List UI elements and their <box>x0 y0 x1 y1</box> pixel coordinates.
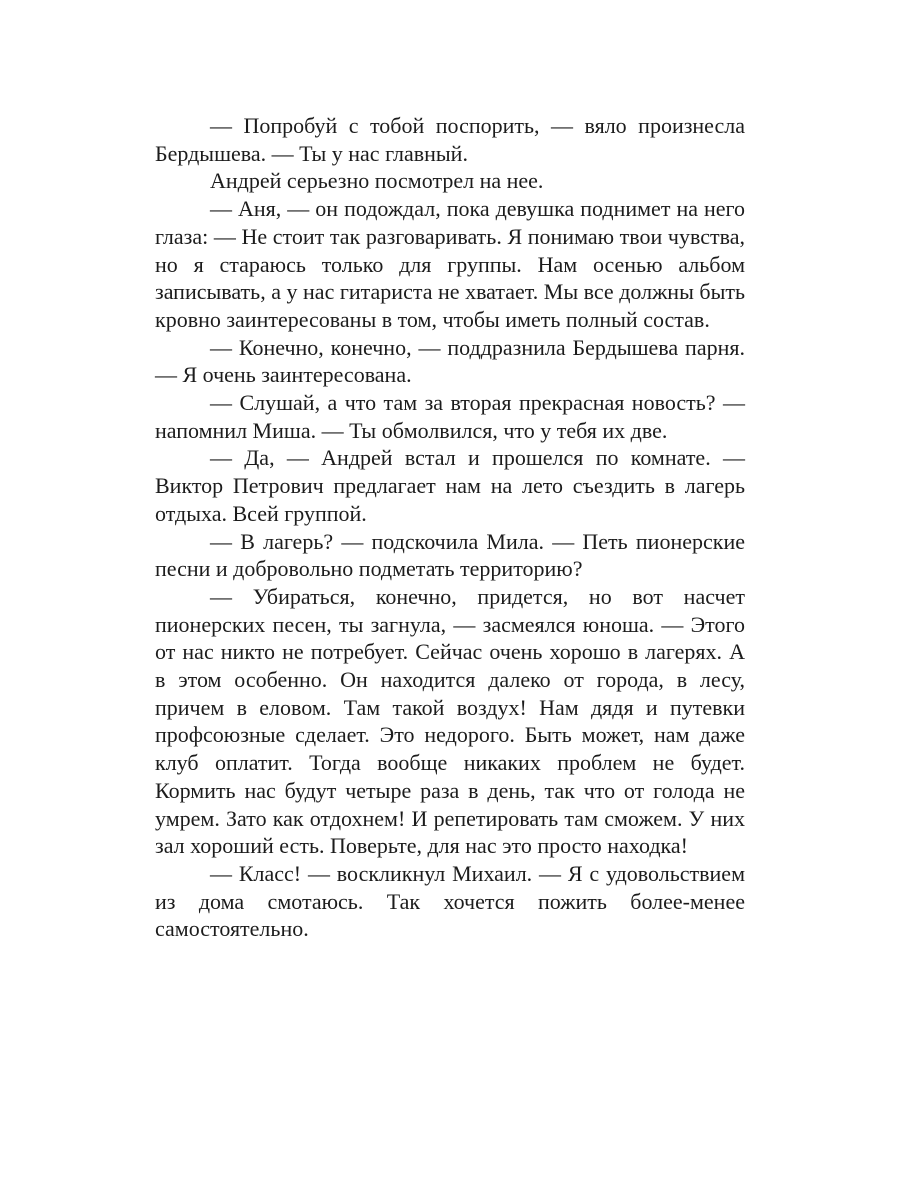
paragraph: — В лагерь? — подскочила Мила. — Петь пионерские песни и добровольно подметать территорию? <box>155 528 745 582</box>
paragraph: — Убираться, конечно, придется, но вот насчет пионерских песен, ты загнула, — засмеялся юноша. — Этого от нас никто не потребует. Сейчас очень хорошо в лагерях. А в этом особенно. Он находится далеко от города, в лесу, причем в еловом. Там такой воздух! Нам дядя и путевки профсоюзные сделает. Это недорого. Быть может, нам даже клуб оплатит. Тогда вообще никаких проблем не будет. Кормить нас будут четыре раза в день, так что от голода не умрем. Зато как отдохнем! И репетировать там сможем. У них зал хороший есть. Поверьте, для нас это просто находка! <box>155 583 745 859</box>
paragraph: — Попробуй с тобой поспорить, — вяло произнесла Бердышева. — Ты у нас главный. <box>155 113 745 166</box>
paragraph: — Класс! — воскликнул Михаил. — Я с удовольствием из дома смотаюсь. Так хочется пожить более-менее самостоятельно. <box>155 860 745 942</box>
paragraph: — Да, — Андрей встал и прошелся по комнате. — Виктор Петрович предлагает нам на лето съездить в лагерь отдыха. Всей группой. <box>155 445 745 526</box>
paragraph: — Конечно, конечно, — поддразнила Бердышева парня. — Я очень заинтересована. <box>155 334 745 388</box>
text-block <box>155 0 745 943</box>
paragraph: Андрей серьезно посмотрел на нее. <box>210 168 544 194</box>
paragraph: — Слушай, а что там за вторая прекрасная новость? — напомнил Миша. — Ты обмолвился, что у тебя их две. <box>155 390 745 443</box>
paragraph: — Аня, — он подождал, пока девушка поднимет на него глаза: — Не стоит так разговаривать. Я понимаю твои чувства, но я стараюсь только для группы. Нам осенью альбом записывать, а у нас гитариста не хватает. Мы все должны быть кровно заинтересованы в том, чтобы иметь полный состав. <box>155 196 745 332</box>
